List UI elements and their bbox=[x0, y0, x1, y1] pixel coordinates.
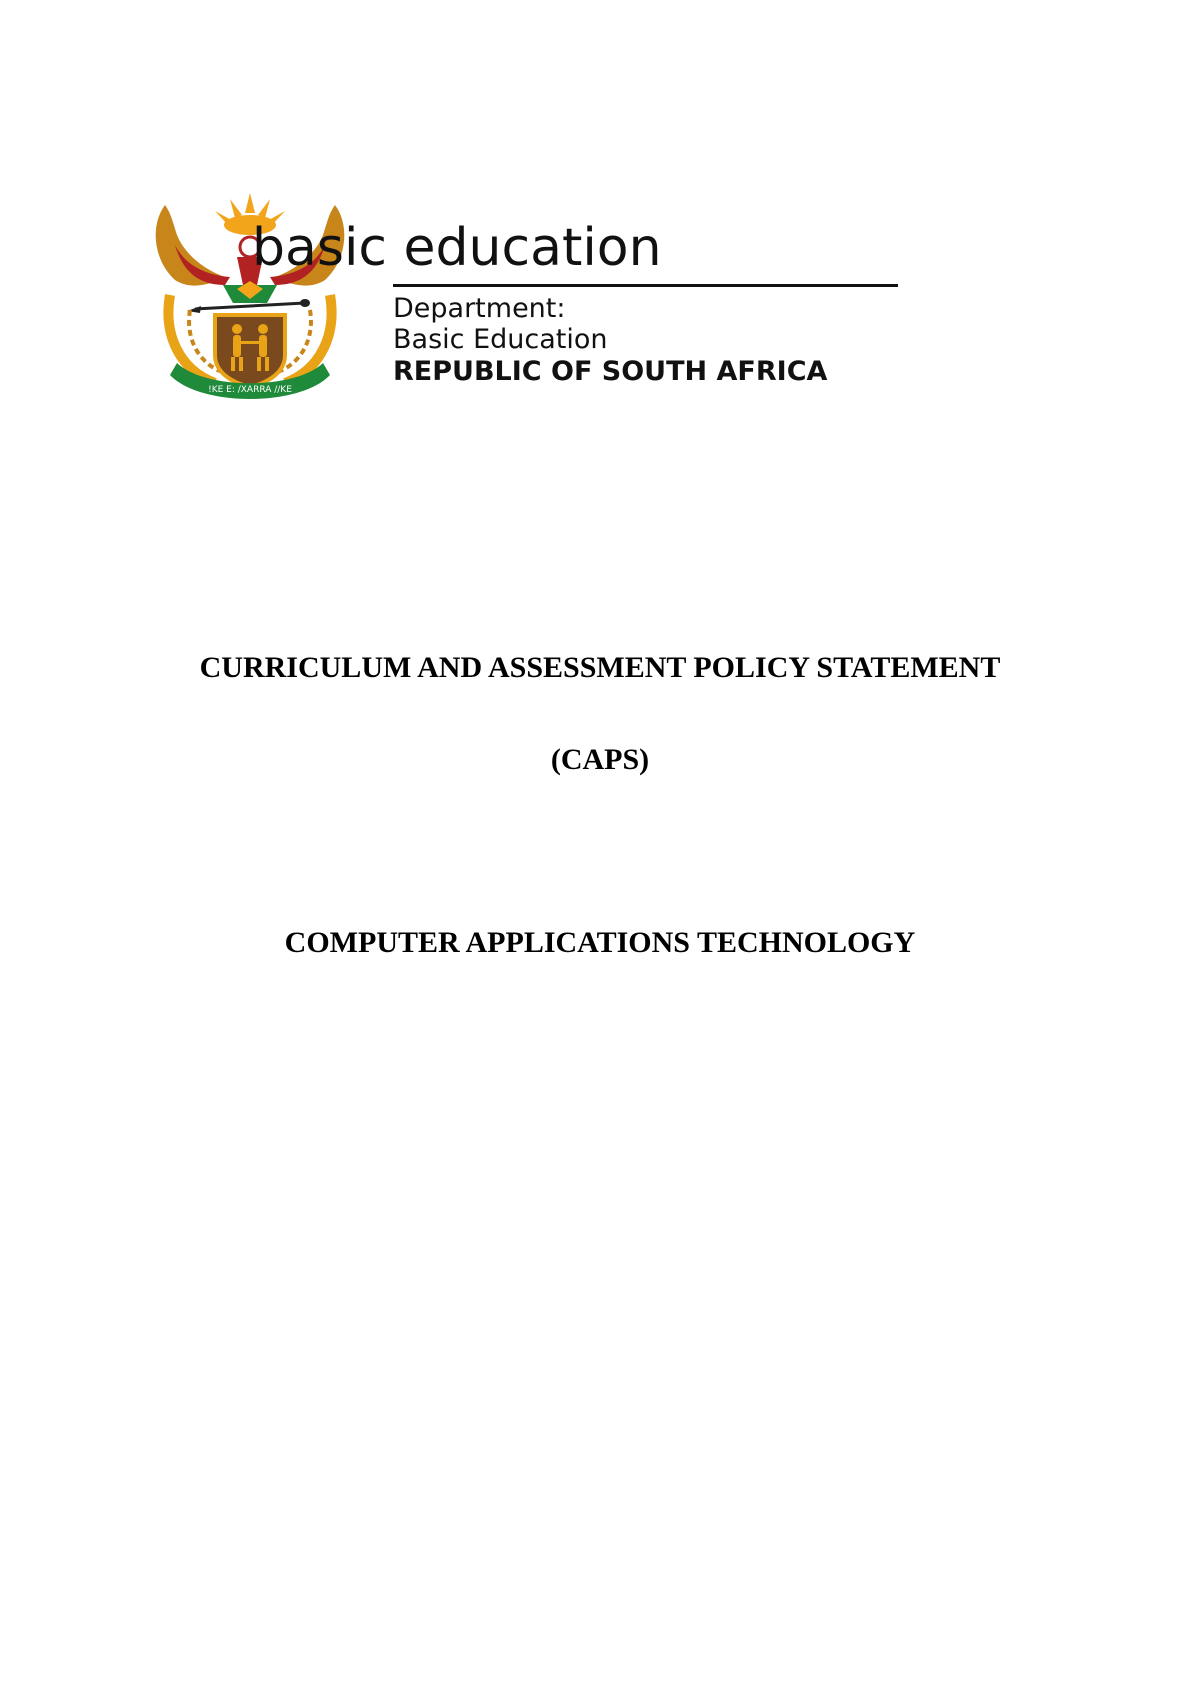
document-acronym: (CAPS) bbox=[550, 743, 650, 776]
brand-name: basic education bbox=[252, 218, 662, 278]
department-name: Basic Education bbox=[393, 324, 608, 355]
brand-divider bbox=[393, 284, 898, 287]
coat-of-arms-motto: !KE E: /XARRA //KE bbox=[208, 385, 292, 395]
document-title: CURRICULUM AND ASSESSMENT POLICY STATEMENT bbox=[199, 651, 1001, 684]
subject-title: COMPUTER APPLICATIONS TECHNOLOGY bbox=[284, 926, 916, 959]
country-name: REPUBLIC OF SOUTH AFRICA bbox=[393, 356, 828, 387]
department-label: Department: bbox=[393, 293, 566, 324]
